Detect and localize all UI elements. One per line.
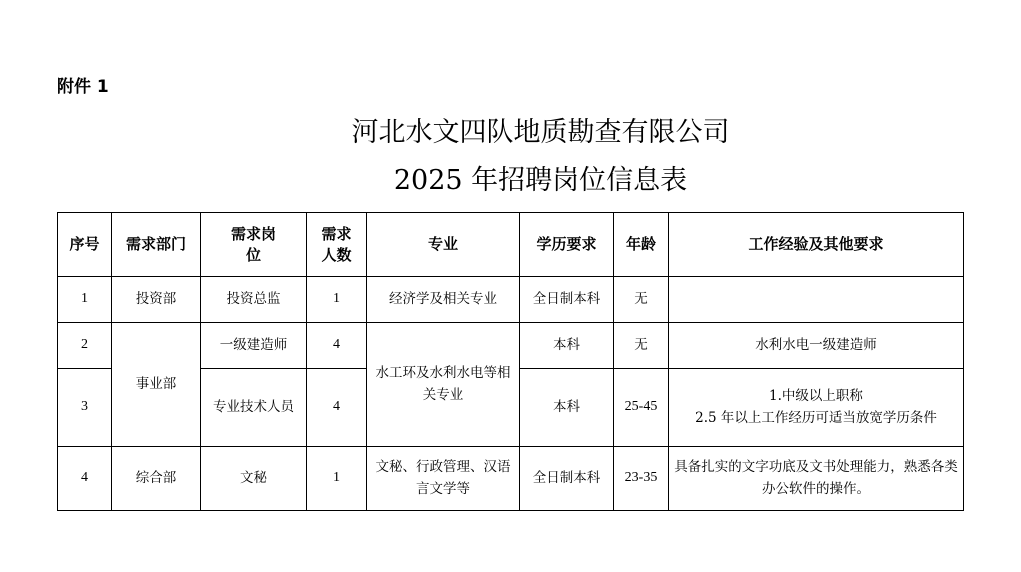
cell-education: 全日制本科 [520, 447, 614, 511]
cell-education: 全日制本科 [520, 277, 614, 323]
header-dept: 需求部门 [112, 213, 201, 277]
header-education: 学历要求 [520, 213, 614, 277]
cell-other: 水利水电一级建造师 [669, 323, 964, 369]
cell-count: 4 [307, 369, 367, 447]
cell-count: 4 [307, 323, 367, 369]
cell-seq: 4 [58, 447, 112, 511]
document-subtitle: 2025 年招聘岗位信息表 [393, 165, 688, 196]
cell-seq: 2 [58, 323, 112, 369]
cell-count: 1 [307, 447, 367, 511]
cell-dept: 投资部 [112, 277, 201, 323]
cell-education: 本科 [520, 323, 614, 369]
cell-age: 23-35 [614, 447, 669, 511]
cell-position: 一级建造师 [201, 323, 307, 369]
document-title: 河北水文四队地质勘查有限公司 [351, 117, 730, 148]
cell-dept: 综合部 [112, 447, 201, 511]
cell-other [669, 277, 964, 323]
header-count: 需求人数 [307, 213, 367, 277]
cell-position: 投资总监 [201, 277, 307, 323]
cell-seq: 3 [58, 369, 112, 447]
header-seq: 序号 [58, 213, 112, 277]
cell-other [669, 369, 964, 447]
header-age: 年龄 [614, 213, 669, 277]
cell-position: 文秘 [201, 447, 307, 511]
cell-count: 1 [307, 277, 367, 323]
table-row [58, 277, 964, 323]
attachment-label: 附件 1 [57, 77, 109, 97]
cell-major: 水工环及水利水电等相关专业 [367, 323, 520, 447]
cell-education: 本科 [520, 369, 614, 447]
cell-dept: 事业部 [112, 323, 201, 447]
cell-position: 专业技术人员 [201, 369, 307, 447]
table-header-row [58, 213, 964, 277]
cell-age: 无 [614, 323, 669, 369]
header-other: 工作经验及其他要求 [669, 213, 964, 277]
table-row [58, 447, 964, 511]
cell-major: 经济学及相关专业 [367, 277, 520, 323]
cell-other: 具备扎实的文字功底及文书处理能力，熟悉各类办公软件的操作。 [669, 447, 964, 511]
other-line-2: 2.5 年以上工作经历可适当放宽学历条件 [695, 409, 937, 426]
header-position: 需求岗位 [201, 213, 307, 277]
table-row [58, 323, 964, 369]
recruitment-table [57, 212, 964, 511]
other-line-1: 1.中级以上职称 [769, 387, 863, 404]
header-major: 专业 [367, 213, 520, 277]
cell-major: 文秘、行政管理、汉语言文学等 [367, 447, 520, 511]
cell-age: 无 [614, 277, 669, 323]
cell-seq: 1 [58, 277, 112, 323]
cell-age: 25-45 [614, 369, 669, 447]
